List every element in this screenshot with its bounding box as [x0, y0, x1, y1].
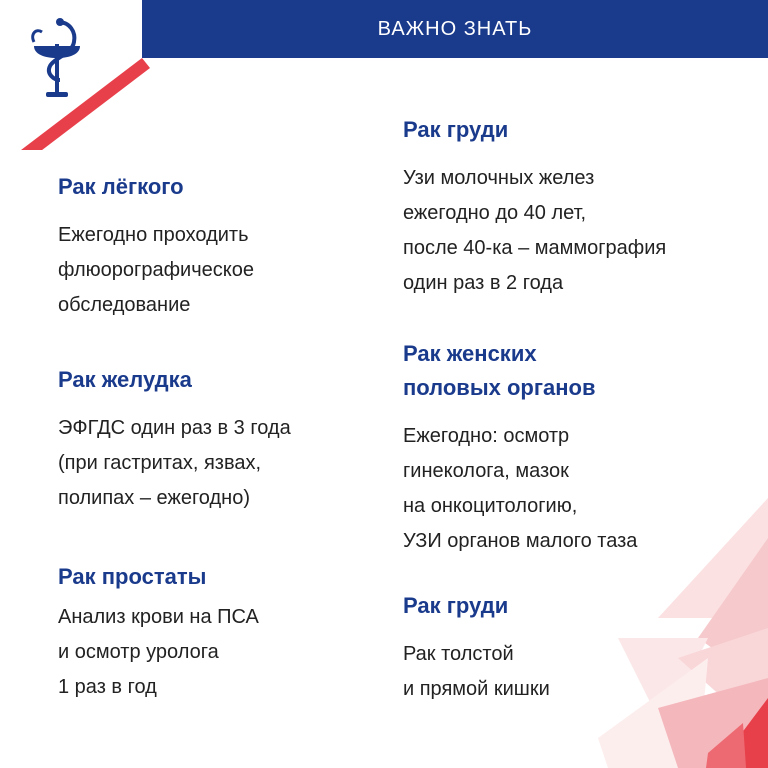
- header-bar: [142, 0, 768, 58]
- text-line: на онкоцитологию,: [403, 495, 578, 517]
- section-text: [403, 637, 763, 707]
- breast-cancer-section: [403, 113, 763, 301]
- text-line: ЭФГДС один раз в 3 года: [58, 417, 291, 439]
- colon-cancer-section: [403, 589, 763, 707]
- section-title: [403, 337, 763, 405]
- section-title: Рак груди: [403, 593, 509, 618]
- section-title: Рак лёгкого: [58, 174, 184, 199]
- text-line: и осмотр уролога: [58, 641, 219, 663]
- text-line: флюорографическое: [58, 259, 254, 281]
- text-line: (при гастритах, язвах,: [58, 452, 262, 474]
- text-line: и прямой кишки: [403, 678, 550, 700]
- female-cancer-section: [403, 337, 763, 559]
- text-line: Ежегодно проходить: [58, 224, 249, 246]
- title-line: Рак женских: [403, 341, 537, 366]
- lung-cancer-section: [58, 170, 388, 323]
- corner-decoration: [0, 0, 150, 150]
- section-text: [58, 600, 388, 705]
- section-title: Рак груди: [403, 117, 509, 142]
- text-line: обследование: [58, 294, 191, 316]
- right-column: [403, 113, 763, 707]
- section-text: [58, 218, 388, 323]
- text-line: полипах – ежегодно): [58, 487, 250, 509]
- section-text: [58, 411, 388, 516]
- text-line: Узи молочных желез: [403, 167, 595, 189]
- section-title: Рак простаты: [58, 564, 207, 589]
- text-line: УЗИ органов малого таза: [403, 530, 638, 552]
- text-line: ежегодно до 40 лет,: [403, 202, 587, 224]
- text-line: 1 раз в год: [58, 676, 157, 698]
- text-line: гинеколога, мазок: [403, 460, 569, 482]
- text-line: Анализ крови на ПСА: [58, 606, 259, 628]
- title-line: половых органов: [403, 375, 596, 400]
- stomach-cancer-section: [58, 363, 388, 516]
- section-text: [403, 161, 763, 301]
- section-title: Рак желудка: [58, 367, 192, 392]
- section-text: [403, 419, 763, 559]
- header-title: ВАЖНО ЗНАТЬ: [377, 17, 533, 40]
- text-line: после 40-ка – маммография: [403, 237, 667, 259]
- text-line: Ежегодно: осмотр: [403, 425, 570, 447]
- prostate-cancer-section: [58, 560, 388, 705]
- text-line: Рак толстой: [403, 643, 514, 665]
- left-column: [58, 170, 388, 705]
- text-line: один раз в 2 года: [403, 272, 564, 294]
